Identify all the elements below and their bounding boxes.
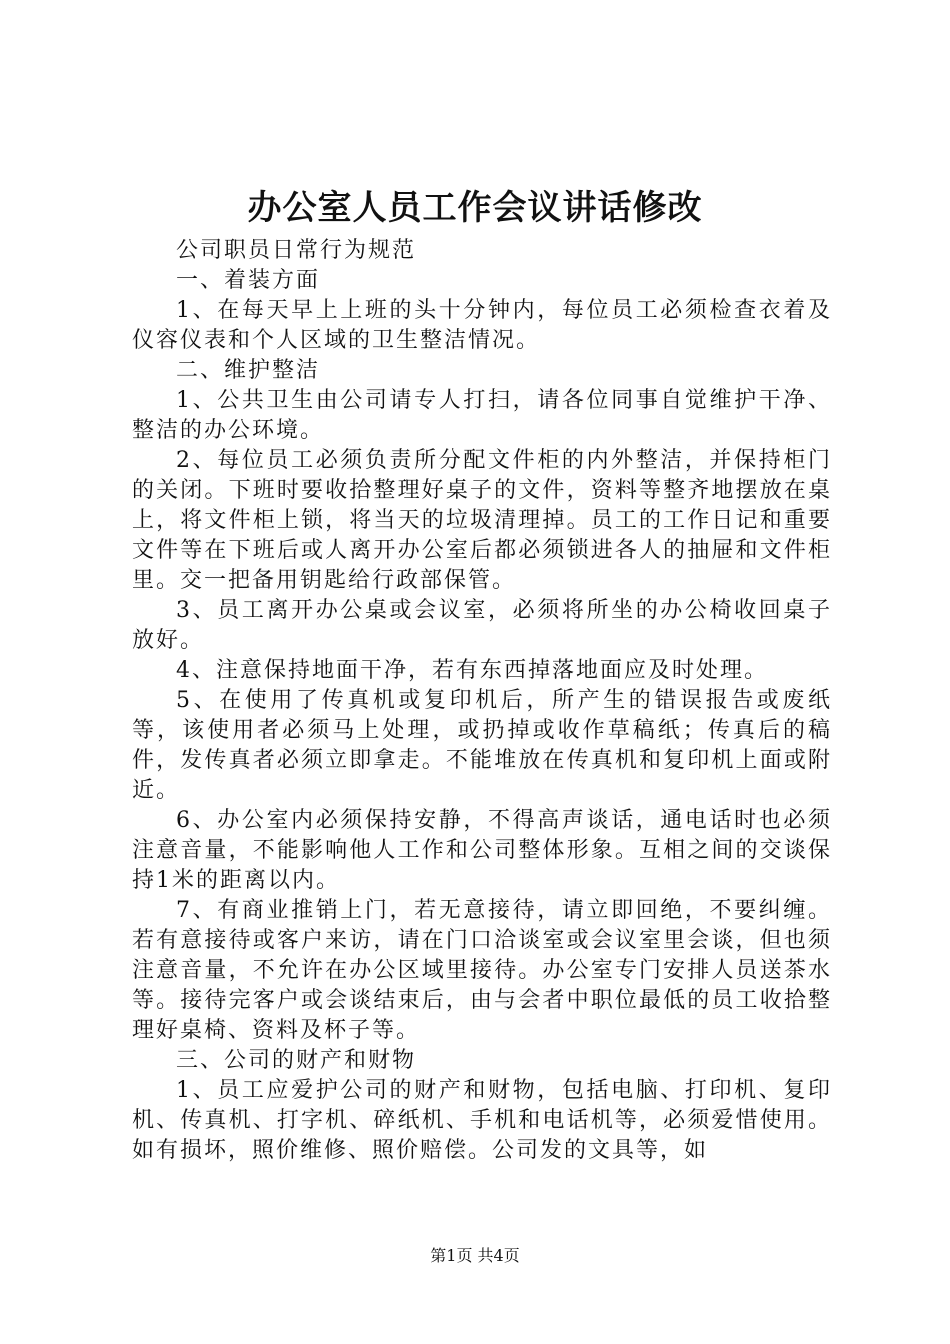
paragraph: 三、公司的财产和财物 [176,1048,417,1073]
document-title: 办公室人员工作会议讲话修改 [247,188,703,228]
paragraph: 2、每位员工必须负责所分配文件柜的内外整洁，并保持柜门的关闭。下班时要收拾整理好桌子的文件，资料等整齐地摆放在桌上，将文件柜上锁，将当天的垃圾清理掉。员工的工作日记和重要文件等在下班后或人离开办公室后都必须锁进各人的抽屉和文件柜里。交一把备用钥匙给行政部保管。 [132,448,832,593]
paragraph: 3、员工离开办公桌或会议室，必须将所坐的办公椅收回桌子放好。 [132,598,832,653]
paragraph: 4、注意保持地面干净，若有东西掉落地面应及时处理。 [176,658,768,683]
paragraph: 二、维护整洁 [176,358,321,383]
paragraph: 5、在使用了传真机或复印机后，所产生的错误报告或废纸等，该使用者必须马上处理，或扔掉或收作草稿纸；传真后的稿件，发传真者必须立即拿走。不能堆放在传真机和复印机上面或附近。 [132,688,832,803]
paragraph: 公司职员日常行为规范 [176,238,417,263]
document-body [132,236,832,1166]
paragraph: 1、员工应爱护公司的财产和财物，包括电脑、打印机、复印机、传真机、打字机、碎纸机、手机和电话机等，必须爱惜使用。如有损坏，照价维修、照价赔偿。公司发的文具等，如 [132,1078,832,1163]
paragraph: 一、着装方面 [176,268,321,293]
paragraph: 7、有商业推销上门，若无意接待，请立即回绝，不要纠缠。若有意接待或客户来访，请在门口洽谈室或会议室里会谈，但也须注意音量，不允许在办公区域里接待。办公室专门安排人员送茶水等。接待完客户或会谈结束后，由与会者中职位最低的员工收拾整理好桌椅、资料及杯子等。 [132,898,832,1043]
paragraph: 6、办公室内必须保持安静，不得高声谈话，通电话时也必须注意音量，不能影响他人工作和公司整体形象。互相之间的交谈保持1米的距离以内。 [132,808,832,893]
page-footer: 第1页 共4页 [430,1246,520,1265]
paragraph: 1、公共卫生由公司请专人打扫，请各位同事自觉维护干净、整洁的办公环境。 [132,388,832,443]
paragraph: 1、在每天早上上班的头十分钟内，每位员工必须检查衣着及仪容仪表和个人区域的卫生整洁情况。 [132,298,832,353]
